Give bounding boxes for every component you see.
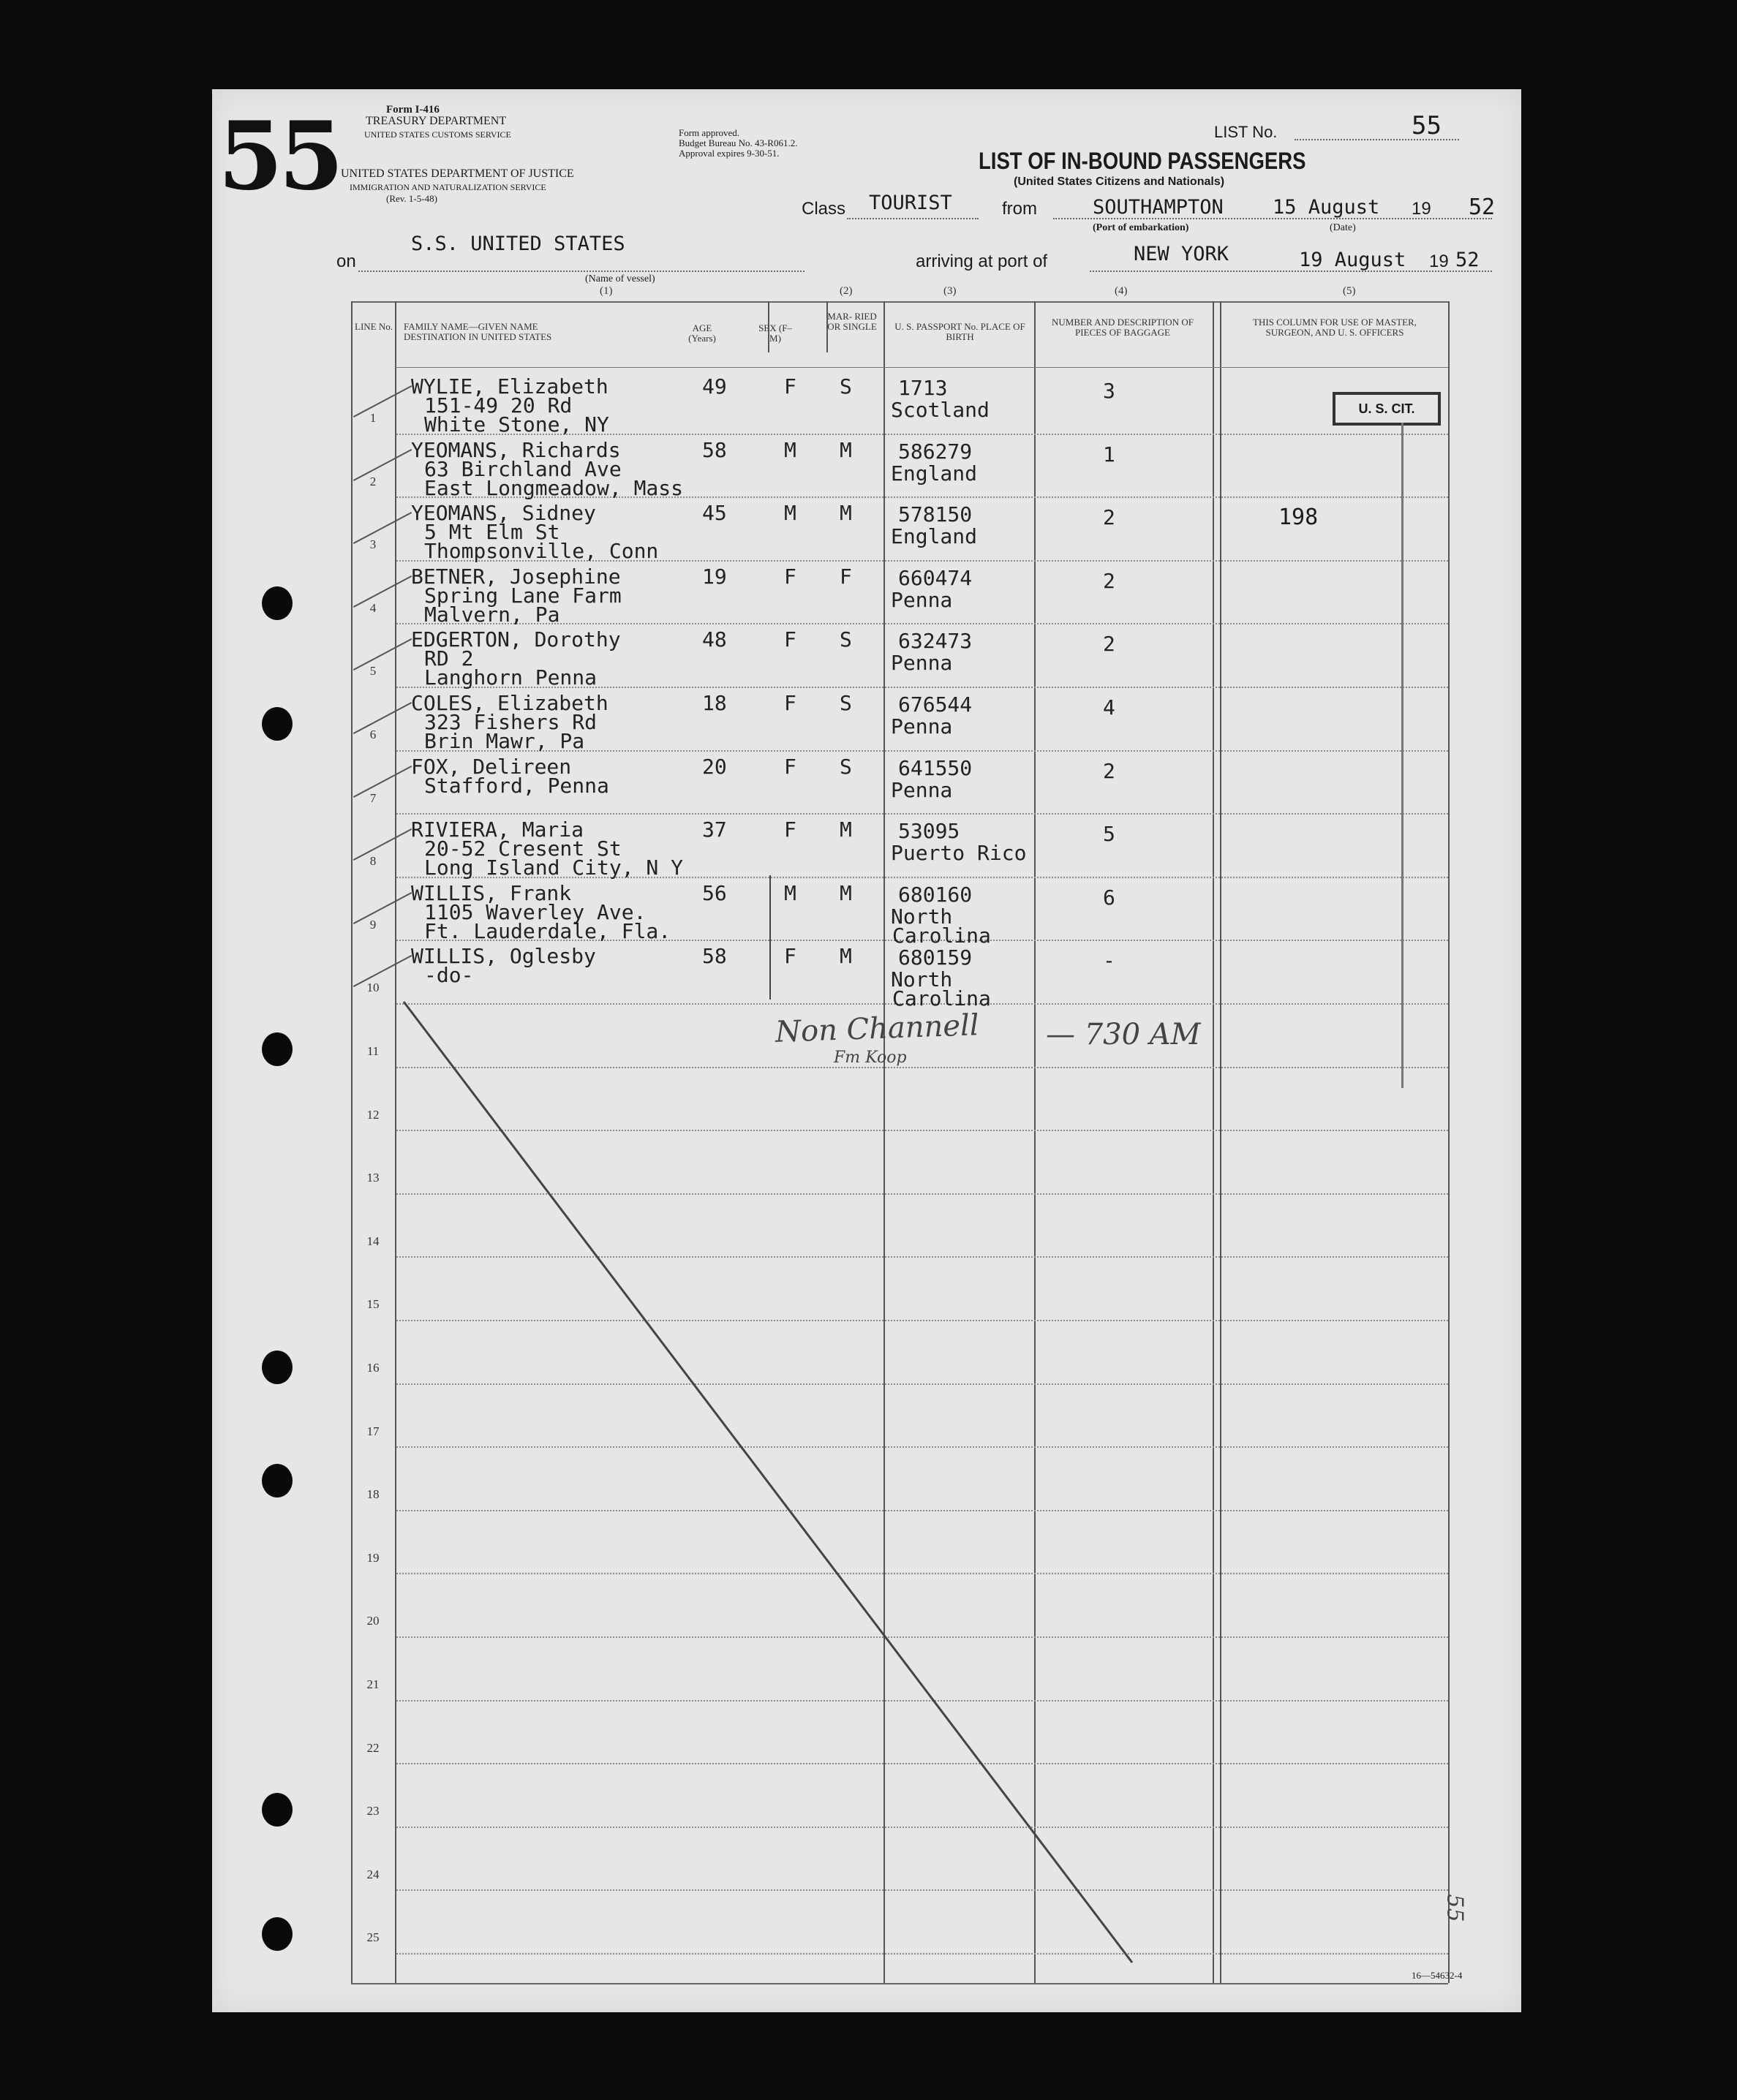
handwritten-note-initials: Fm Koop [834, 1049, 907, 1067]
line-number: 25 [366, 1930, 380, 1945]
line-number: 21 [366, 1677, 380, 1691]
line-number: 10 [366, 981, 380, 995]
marital-status: M [840, 817, 852, 842]
destination-city: Thompsonville, Conn [424, 539, 659, 564]
baggage-count: - [1103, 948, 1115, 973]
manifest-subtitle: (United States Citizens and Nationals) [1014, 175, 1225, 188]
handwritten-corner-mark: 55 [1442, 1894, 1468, 1922]
col-header-baggage: NUMBER AND DESCRIPTION OF PIECES OF BAGGAGE [1052, 317, 1194, 338]
passenger-name: EDGERTON, Dorothy [411, 627, 621, 652]
age: 20 [702, 754, 727, 779]
line-number: 19 [366, 1550, 380, 1565]
marital-status: M [840, 437, 852, 462]
passenger-name: WYLIE, Elizabeth [411, 374, 608, 399]
embarkation-year-prefix: 19 [1412, 199, 1431, 219]
col-number-3: (3) [943, 285, 957, 297]
class-label: Class [802, 199, 846, 219]
marital-status: S [840, 691, 852, 715]
destination-street: -do- [424, 963, 474, 988]
line-number: 1 [369, 411, 377, 425]
passenger-name: YEOMANS, Sidney [411, 501, 596, 526]
line-number: 8 [369, 854, 377, 869]
marital-status: F [840, 564, 852, 589]
destination-street: Spring Lane Farm [424, 583, 622, 608]
destination-street: 323 Fishers Rd [424, 710, 598, 734]
place-of-birth: Penna [891, 587, 953, 612]
sex: M [784, 437, 796, 462]
col-header-officers: THIS COLUMN FOR USE OF MASTER, SURGEON, AND U. S. OFFICERS [1253, 317, 1417, 338]
justice-dept: UNITED STATES DEPARTMENT OF JUSTICE [341, 167, 574, 180]
passport-number: 586279 [898, 439, 973, 464]
place-of-birth: Scotland [891, 398, 990, 422]
col-header-sex: SEX (F–M) [758, 322, 792, 344]
big-page-number: 55 [218, 102, 340, 211]
marital-status: M [840, 944, 852, 969]
place-of-birth: North [891, 904, 953, 929]
place-of-birth: Penna [891, 777, 953, 802]
destination-city: East Longmeadow, Mass [424, 475, 684, 500]
sex: M [784, 880, 796, 905]
vessel-caption: (Name of vessel) [585, 273, 655, 284]
line-number: 12 [366, 1107, 380, 1122]
baggage-count: 1 [1103, 442, 1115, 467]
sex: F [784, 564, 796, 589]
passport-number: 53095 [898, 819, 960, 844]
col-header-name: FAMILY NAME—GIVEN NAME DESTINATION IN UNITED STATES [404, 321, 552, 342]
marital-status: M [840, 880, 852, 905]
arriving-label: arriving at port of [916, 252, 1048, 271]
passenger-name: WILLIS, Oglesby [411, 944, 596, 969]
embarkation-date: 15 August [1273, 196, 1380, 219]
budget-bureau: Budget Bureau No. 43-R061.2. [679, 137, 798, 148]
baggage-count: 6 [1103, 885, 1115, 910]
treasury-dept: TREASURY DEPARTMENT [366, 115, 507, 127]
passenger-name: YEOMANS, Richards [411, 437, 621, 462]
destination-street: RD 2 [424, 646, 474, 671]
embarkation-year: 52 [1469, 194, 1496, 220]
line-number: 16 [366, 1361, 380, 1375]
line-number: 18 [366, 1487, 380, 1502]
port-caption: (Port of embarkation) [1093, 222, 1189, 233]
age: 45 [702, 501, 727, 526]
form-approved: Form approved. [679, 127, 740, 138]
arrival-date: 19 August [1299, 249, 1406, 271]
destination-street: 63 Birchland Ave [424, 456, 622, 481]
handwritten-note: Non Channell [775, 1008, 980, 1049]
place-of-birth-line2: Carolina [892, 923, 991, 948]
line-number: 5 [369, 664, 377, 679]
list-no-value: 55 [1412, 111, 1442, 140]
passenger-name: RIVIERA, Maria [411, 817, 584, 842]
embarkation-port: SOUTHAMPTON [1093, 196, 1224, 219]
baggage-count: 2 [1103, 568, 1115, 593]
sex: F [784, 627, 796, 652]
form-id: Form I-416 [386, 104, 440, 116]
destination-street: 20-52 Cresent St [424, 836, 622, 861]
col-header-line-no: LINE No. [355, 321, 393, 332]
immigration-service: IMMIGRATION AND NATURALIZATION SERVICE [350, 182, 546, 192]
place-of-birth: Penna [891, 714, 953, 739]
passport-number: 578150 [898, 502, 973, 527]
sex: F [784, 817, 796, 842]
destination-city: Long Island City, N Y [424, 856, 684, 880]
sex: F [784, 691, 796, 715]
passport-number: 680159 [898, 945, 973, 970]
col-number-4: (4) [1115, 285, 1128, 297]
passenger-name: COLES, Elizabeth [411, 691, 608, 715]
line-number: 9 [369, 917, 377, 932]
baggage-count: 4 [1103, 695, 1115, 719]
destination-street: 151-49 20 Rd [424, 393, 573, 418]
passport-number: 641550 [898, 755, 973, 780]
place-of-birth: North [891, 967, 953, 992]
marital-status: S [840, 374, 852, 399]
age: 18 [702, 691, 727, 715]
customs-service: UNITED STATES CUSTOMS SERVICE [364, 129, 511, 140]
from-label: from [1002, 199, 1037, 219]
line-number: 15 [366, 1297, 380, 1312]
line-number: 14 [366, 1234, 380, 1248]
line-number: 6 [369, 728, 377, 741]
destination-city: Malvern, Pa [424, 602, 560, 627]
citizen-stamp: U. S. CIT. [1333, 392, 1441, 426]
destination-city: Brin Mawr, Pa [424, 729, 585, 753]
col-header-married: MAR- RIED OR SINGLE [827, 311, 877, 332]
sex: M [784, 501, 796, 526]
line-number: 22 [366, 1740, 380, 1755]
passenger-manifest-page [212, 89, 1521, 2012]
destination-city: Ft. Lauderdale, Fla. [424, 918, 671, 943]
cancellation-line [212, 89, 1521, 2012]
class-value: TOURIST [869, 192, 952, 214]
col-header-age: AGE (Years) [688, 322, 716, 344]
baggage-count: 5 [1103, 822, 1115, 847]
line-number: 13 [366, 1171, 380, 1185]
passenger-name: FOX, Delireen [411, 754, 572, 779]
marital-status: M [840, 501, 852, 526]
line-number: 17 [366, 1424, 380, 1438]
footer-code: 16—54632-4 [1412, 1970, 1463, 1981]
baggage-count: 2 [1103, 758, 1115, 783]
line-number: 23 [366, 1804, 380, 1818]
baggage-count: 2 [1103, 505, 1115, 530]
baggage-count: 2 [1103, 632, 1115, 657]
manifest-title: LIST OF IN-BOUND PASSENGERS [979, 148, 1306, 174]
line-number: 3 [369, 537, 377, 552]
line-number: 24 [366, 1867, 380, 1881]
line-number: 4 [369, 600, 377, 615]
list-no-label: LIST No. [1214, 123, 1278, 141]
place-of-birth: Penna [891, 651, 953, 676]
marital-status: S [840, 627, 852, 652]
line-number: 2 [369, 474, 377, 488]
line-number: 7 [369, 790, 377, 805]
place-of-birth: Puerto Rico [891, 841, 1027, 866]
handwritten-time: — 730 AM [1046, 1018, 1201, 1051]
approval-expires: Approval expires 9-30-51. [679, 148, 780, 159]
passport-number: 680160 [898, 882, 973, 907]
date-caption: (Date) [1330, 222, 1356, 233]
arrival-year: 52 [1455, 249, 1480, 271]
age: 56 [702, 880, 727, 905]
sex: F [784, 374, 796, 399]
passport-number: 632473 [898, 629, 973, 654]
destination-street: Stafford, Penna [424, 773, 609, 798]
baggage-count: 3 [1103, 379, 1115, 403]
destination-street: 1105 Waverley Ave. [424, 899, 647, 924]
age: 58 [702, 944, 727, 969]
col-number-5: (5) [1343, 285, 1356, 297]
col-number-1: (1) [600, 285, 613, 297]
col-header-passport: U. S. PASSPORT No. PLACE OF BIRTH [894, 321, 1025, 342]
arrival-port: NEW YORK [1134, 243, 1229, 265]
officer-note: 198 [1278, 505, 1319, 530]
passenger-name: BETNER, Josephine [411, 564, 621, 589]
destination-city: White Stone, NY [424, 412, 609, 437]
passenger-name: WILLIS, Frank [411, 880, 572, 905]
destination-street: 5 Mt Elm St [424, 520, 560, 545]
destination-city: Langhorn Penna [424, 665, 598, 690]
passport-number: 1713 [898, 376, 948, 400]
col-number-2: (2) [840, 285, 853, 297]
line-number: 11 [366, 1044, 380, 1058]
age: 48 [702, 627, 727, 652]
revision: (Rev. 1-5-48) [386, 193, 437, 204]
sex: F [784, 754, 796, 779]
place-of-birth: England [891, 524, 978, 549]
arrival-year-prefix: 19 [1429, 252, 1449, 271]
marital-status: S [840, 754, 852, 779]
passport-number: 660474 [898, 565, 973, 590]
age: 19 [702, 564, 727, 589]
place-of-birth: England [891, 461, 978, 486]
passport-number: 676544 [898, 692, 973, 717]
place-of-birth-line2: Carolina [892, 986, 991, 1011]
on-label: on [336, 252, 356, 271]
vessel-name: S.S. UNITED STATES [411, 233, 625, 255]
age: 58 [702, 437, 727, 462]
line-number: 20 [366, 1614, 380, 1628]
sex: F [784, 944, 796, 969]
age: 37 [702, 817, 727, 842]
age: 49 [702, 374, 727, 399]
